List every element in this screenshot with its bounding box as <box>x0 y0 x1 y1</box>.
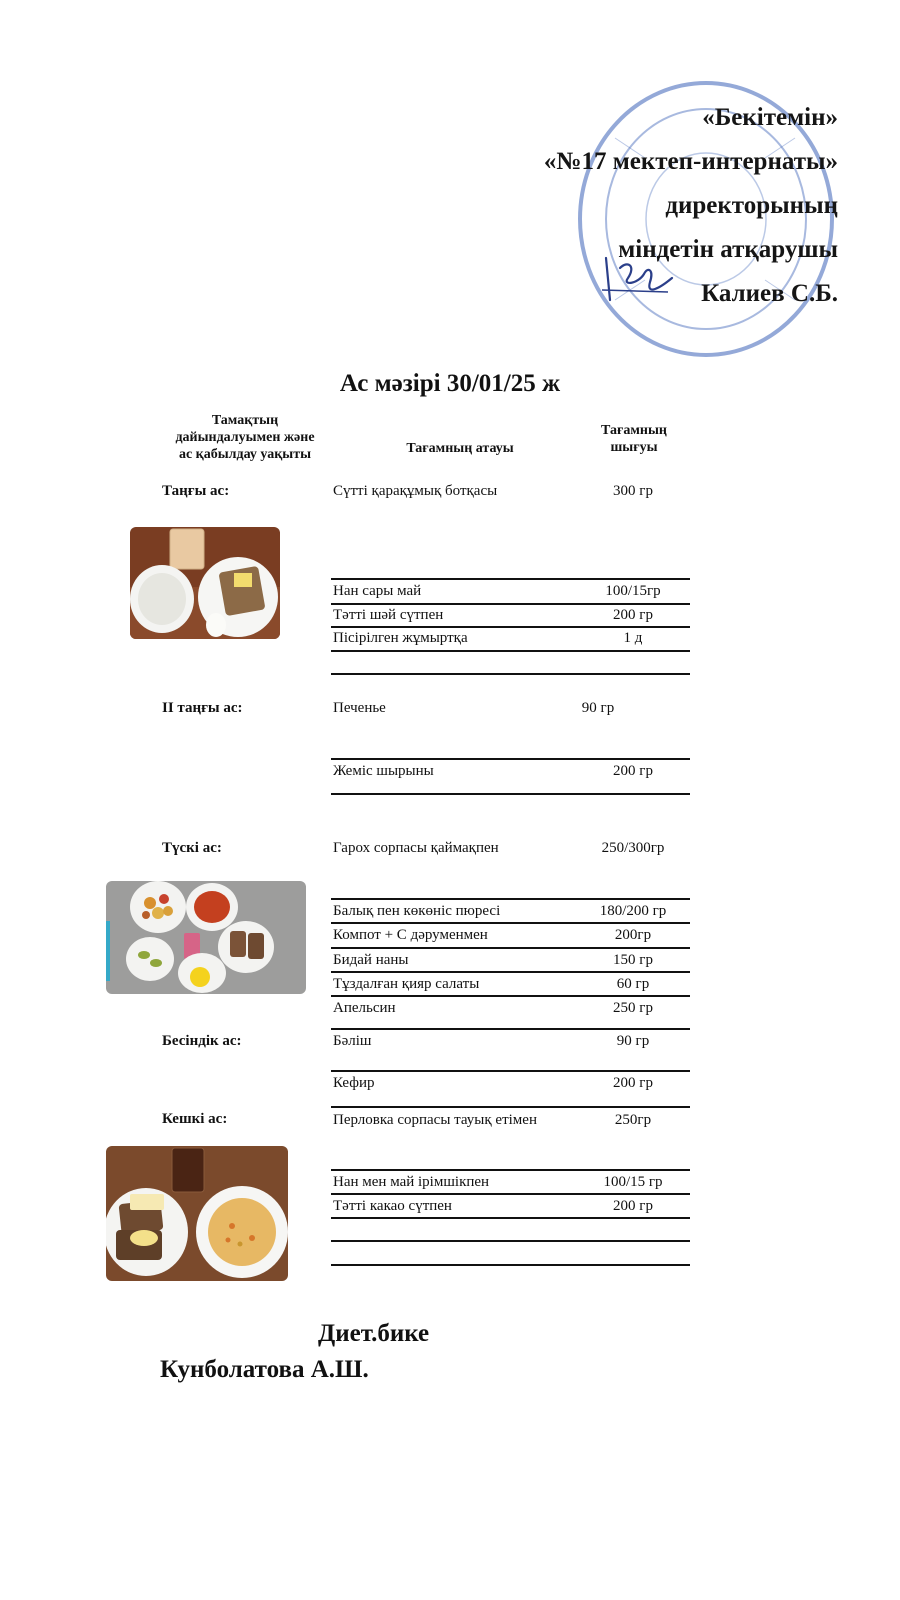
dish-name: Кефир <box>333 1075 375 1091</box>
dietitian-name: Кунболатова А.Ш. <box>160 1356 369 1383</box>
approval-line-1: «Бекітемін» <box>702 104 838 131</box>
menu-row <box>333 973 690 995</box>
row-divider <box>331 793 690 795</box>
row-divider <box>331 1240 690 1242</box>
dish-name: Тұздалған қияр салаты <box>333 976 480 992</box>
meal-label-lunch: Түскі ас: <box>162 840 222 856</box>
menu-row <box>333 627 690 649</box>
menu-row <box>333 900 690 922</box>
dish-name: Жеміс шырыны <box>333 763 434 779</box>
dish-name: Тәтті шәй сүтпен <box>333 607 444 623</box>
meal-label-snack: Бесіндік ас: <box>162 1033 242 1049</box>
approval-line-4: міндетін атқарушы <box>618 236 838 263</box>
header-meal-time-line-3: ас қабылдау уақыты <box>178 447 312 462</box>
meal-label-breakfast: Таңғы ас: <box>162 483 230 499</box>
meal-label-second-breakfast: ІІ таңғы ас: <box>162 700 243 716</box>
menu-row <box>333 949 690 971</box>
dish-portion: 180/200 гр <box>599 903 667 919</box>
dish-portion: 90 гр <box>616 1033 650 1049</box>
dish-name: Бидай наны <box>333 952 409 968</box>
dish-name: Компот + С дәруменмен <box>333 927 488 943</box>
dish-name: Нан сары май <box>333 583 422 599</box>
menu-row <box>333 1072 690 1094</box>
dish-name: Нан мен май ірімшікпен <box>333 1174 490 1190</box>
dish-portion: 250/300гр <box>601 840 665 856</box>
dish-name: Пісірілген жұмыртқа <box>333 630 468 646</box>
page-title: Ас мәзірі 30/01/25 ж <box>339 370 561 397</box>
row-divider <box>331 673 690 675</box>
dish-portion: 300 гр <box>613 483 653 499</box>
header-meal-time <box>155 412 335 463</box>
dish-portion: 200 гр <box>613 763 653 779</box>
menu-row <box>333 997 690 1019</box>
header-meal-time-line-2: дайындалуымен және <box>175 430 315 445</box>
menu-row <box>333 1109 690 1129</box>
menu-row <box>333 837 690 857</box>
dietitian-role: Диет.бике <box>318 1320 430 1347</box>
menu-row <box>333 1030 690 1050</box>
row-divider <box>331 1264 690 1266</box>
dish-name: Балық пен көкөніс пюресі <box>333 903 501 919</box>
row-divider <box>331 650 690 652</box>
dish-portion: 100/15 гр <box>603 1174 663 1190</box>
dish-portion: 150 гр <box>613 952 653 968</box>
menu-row <box>333 480 690 500</box>
dish-name: Гарох сорпасы қаймақпен <box>333 840 499 856</box>
breakfast-photo <box>130 527 280 639</box>
dish-portion: 250гр <box>614 1112 652 1128</box>
dish-portion: 200гр <box>614 927 652 943</box>
dish-name: Тәтті какао сүтпен <box>333 1198 452 1214</box>
dish-portion: 1 д <box>623 630 643 646</box>
header-portion-line-2: шығуы <box>610 440 658 455</box>
dish-name: Бәліш <box>333 1033 372 1049</box>
menu-row <box>333 760 690 782</box>
dish-name: Сүтті қарақұмық ботқасы <box>333 483 498 499</box>
menu-row <box>333 924 690 946</box>
lunch-photo <box>106 881 306 994</box>
dish-portion: 200 гр <box>613 1198 653 1214</box>
row-divider <box>331 1106 690 1108</box>
approval-line-3: директорының <box>665 192 838 219</box>
dish-name: Перловка сорпасы тауық етімен <box>333 1112 537 1128</box>
menu-row <box>333 697 690 717</box>
dish-portion: 60 гр <box>616 976 650 992</box>
row-divider <box>331 1217 690 1219</box>
approval-signer: Калиев С.Б. <box>701 280 838 307</box>
meal-label-dinner: Кешкі ас: <box>162 1111 228 1127</box>
menu-row <box>333 604 690 626</box>
header-dish-name: Тағамның атауы <box>406 441 514 456</box>
approval-block <box>544 96 838 316</box>
header-portion-line-1: Тағамның <box>601 423 667 438</box>
dish-portion: 200 гр <box>613 607 653 623</box>
header-meal-time-line-1: Тамақтың <box>211 413 279 428</box>
dinner-photo <box>106 1146 288 1281</box>
dish-name: Апельсин <box>333 1000 396 1016</box>
approval-line-2: «№17 мектеп-интернаты» <box>543 148 838 175</box>
menu-row <box>333 1195 690 1217</box>
menu-row <box>333 580 690 602</box>
dish-portion: 250 гр <box>613 1000 653 1016</box>
dish-portion: 200 гр <box>613 1075 653 1091</box>
dish-portion: 90 гр <box>581 700 615 716</box>
dish-portion: 100/15гр <box>605 583 661 599</box>
menu-row <box>333 1171 690 1193</box>
dish-name: Печенье <box>333 700 386 716</box>
header-portion <box>584 422 684 456</box>
